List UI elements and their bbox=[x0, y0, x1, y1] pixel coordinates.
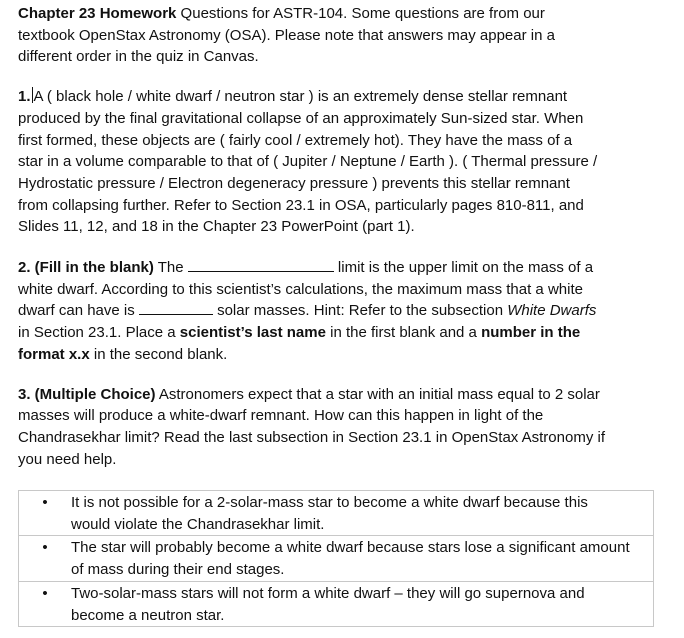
question-1-text: A ( black hole / white dwarf / neutron star ) is an extremely dense stellar remnant produced by the final gravitational collapse of an approximately Sun-sized star. When first formed, these objects are ( fairly cool / extremely hot). They have the mass of a star in a volume comparable to that of ( Jupiter / Neptune / Earth ). ( Thermal pressure / Hydrostatic pressure / Electron degeneracy pressure ) prevents this stellar remnant from collapsing further. Refer to Section 23.1 in OSA, particularly pages 810-811, and Slides 11, 12, and 18 in the Chapter 23 PowerPoint (part 1). bbox=[18, 88, 598, 236]
intro-text: Questions for ASTR-104. Some questions are from our textbook OpenStax Astronomy (OSA). Please note that answers may appear in a different order in the quiz in Canvas. bbox=[18, 5, 555, 66]
question-2 bbox=[18, 257, 608, 366]
answer-option bbox=[19, 491, 654, 536]
answer-options-table bbox=[18, 490, 654, 627]
question-2-label: 2. (Fill in the blank) bbox=[18, 259, 154, 277]
question-2-text-5: in the first blank and a bbox=[325, 324, 482, 342]
answer-option bbox=[19, 536, 654, 581]
question-1 bbox=[18, 86, 598, 238]
bullet-icon: • bbox=[42, 584, 48, 602]
question-3-text: Astronomers expect that a star with an initial mass equal to 2 solar masses will produce a white-dwarf remnant. How can this happen in light of the Chandrasekhar limit? Read the last subsection in Section 23.1 in OpenStax Astronomy if you need help. bbox=[18, 385, 605, 468]
emphasis-number-format: number in the format x.x bbox=[18, 324, 581, 363]
emphasis-scientist-name: scientist’s last name bbox=[179, 324, 326, 342]
question-2-text-1: The bbox=[153, 259, 188, 277]
bullet-icon: • bbox=[42, 494, 48, 511]
question-2-text-4: in Section 23.1. Place a bbox=[18, 324, 180, 342]
question-3 bbox=[18, 384, 608, 471]
question-2-text-6: in the second blank. bbox=[89, 345, 228, 363]
blank-scientist-name[interactable] bbox=[188, 257, 334, 272]
blank-mass-value[interactable] bbox=[139, 300, 213, 315]
answer-option-text: The star will probably become a white dwarf because stars lose a significant amount of mass during their end stages. bbox=[71, 539, 630, 579]
text-cursor bbox=[32, 87, 33, 103]
subsection-name: White Dwarfs bbox=[507, 302, 597, 320]
question-3-label: 3. (Multiple Choice) bbox=[18, 385, 156, 403]
question-2-text-3: solar masses. Hint: Refer to the subsection bbox=[212, 302, 508, 320]
bullet-icon: • bbox=[42, 539, 48, 557]
document-body bbox=[18, 0, 668, 470]
question-2-text-2: limit is the upper limit on the mass of a white dwarf. According to this scientist’s calculations, the maximum mass that a white dwarf can have is bbox=[18, 259, 594, 320]
intro-paragraph bbox=[18, 3, 593, 68]
chapter-heading: Chapter 23 Homework bbox=[18, 5, 177, 22]
answer-option bbox=[19, 581, 654, 626]
answer-option-text: Two-solar-mass stars will not form a white dwarf – they will go supernova and become a neutron star. bbox=[71, 584, 585, 624]
question-1-number: 1. bbox=[18, 88, 31, 106]
answer-option-text: It is not possible for a 2-solar-mass star to become a white dwarf because this would violate the Chandrasekhar limit. bbox=[71, 494, 588, 533]
